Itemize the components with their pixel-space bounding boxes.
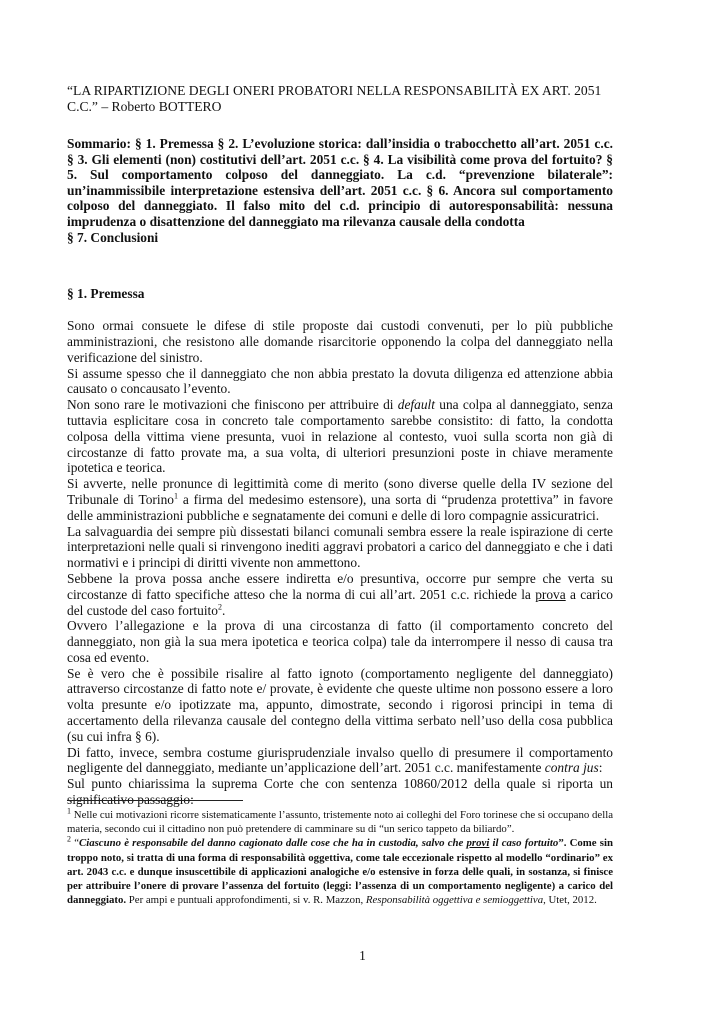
paragraph-6: Sebbene la prova possa anche essere indiretta e/o presuntiva, occorre pur sempre che verta su circostanze di fatto specifiche atteso che la norma di cui all’art. 2051 c.c. richiede la prova a carico del custode del caso fortuito$^2$. <box>67 570 613 618</box>
footnote-2-number: 2 <box>67 834 71 844</box>
paragraph-3: Non sono rare le motivazioni che finiscono per attribuire di default una colpa al danneggiato, senza tuttavia esplicitare cosa in concreto tale comportamento sarebbe consistito: di fatto, la condotta colposa della vittima viene presunta, vuoi in relazione al contesto, vuoi sulla scorta non già di circostanze di fatto provate ma, a sua volta, di ulteriori presunzioni poste in chiave meramente ipotetica e teorica. <box>67 397 613 476</box>
paragraph-2: Si assume spesso che il danneggiato che non abbia prestato la dovuta diligenza ed attenzione abbia causato o concausato l’evento. <box>67 365 613 397</box>
paragraph-8: Se è vero che è possibile risalire al fatto ignoto (comportamento negligente del danneggiato) attraverso circostanze di fatto note e/ provate, è evidente che queste ultime non possono essere a loro volta presunte e/o ipotizzate ma, appunto, dimostrate, secondo i rigorosi principi in tema di accertamento della rilevanza causale del contegno della vittima serbato nell’uso della cosa pubblica (su cui infra § 6). <box>67 665 613 744</box>
document-title: “LA RIPARTIZIONE DEGLI ONERI PROBATORI NELLA RESPONSABILITÀ EX ART. 2051 C.C.” – Roberto BOTTERO <box>67 83 602 114</box>
document-page <box>67 83 613 808</box>
page-number: 1 <box>359 948 366 963</box>
footnotes <box>67 808 613 907</box>
footnote-2: $^2$ “Ciascuno è responsabile del danno cagionato dalle cose che ha in custodia, salvo che provi il caso fortuito”. Come sin troppo noto, si tratta di una forma di responsabilità oggettiva, come tale eccezionale rispetto al modello “ordinario” ex art. 2043 c.c. e dunque insuscettibile di applicazioni analogiche e/o estensive in forza delle quali, in sostanza, si finisce per attribuire l’onere di provare l’assenza del fortuito (leggi: l’assenza di un comportamento negligente) a carico del danneggiato. Per ampi e puntuali approfondimenti, si v. R. Mazzon, Responsabilità oggettiva e semioggettiva, Utet, 2012. <box>67 834 613 907</box>
footnote-ref-1[interactable]: 1 <box>174 491 178 501</box>
footnote-ref-2[interactable]: 2 <box>217 602 222 612</box>
section-body <box>67 318 613 808</box>
footnote-1: $^1$ Nelle cui motivazioni ricorre sistematicamente l’assunto, tristemente noto ai colleghi del Foro torinese che si occupano della materia, secondo cui il cittadino non può pretendere di camminare su di “un serico tappeto da biliardo”. <box>67 806 613 836</box>
footnote-1-number: 1 <box>67 806 71 816</box>
paragraph-10: Sul punto chiarissima la suprema Corte che con sentenza 10860/2012 della quale si riporta un significativo passaggio: <box>67 776 613 808</box>
default-term: default <box>397 397 435 413</box>
paragraph-4: Si avverte, nelle pronunce di legittimità come di merito (sono diverse quelle della IV sezione del Tribunale di Torino$^1$ a firma del medesimo estensore), una sorta di “prudenza protettiva” in favore delle amministrazioni pubbliche e segnatamente dei comuni e delle di loro compagnie assicuratrici. <box>67 476 613 523</box>
footnote-separator <box>67 800 243 801</box>
paragraph-5: La salvaguardia dei sempre più dissestati bilanci comunali sembra essere la reale ispirazione di certe interpretazioni nelle quali si rinvengono inediti aggravi probatori a carico del danneggiato e che i dati normativi e i principi di diritti vivente non ammettono. <box>67 523 613 571</box>
paragraph-7: Ovvero l’allegazione e la prova di una circostanza di fatto (il comportamento concreto del danneggiato, non già la sua mera ipotetica e teorica colpa) tale da interrompere il nesso di causa tra cosa ed evento. <box>67 618 613 665</box>
paragraph-9: Di fatto, invece, sembra costume giurisprudenziale invalso quello di presumere il comportamento negligente del danneggiato, mediante un’applicazione dell’art. 2051 c.c. manifestamente contra jus: <box>67 744 613 776</box>
paragraph-1: Sono ormai consuete le difese di stile proposte dai custodi convenuti, per lo più pubbliche amministrazioni, che resistono alle domande risarcitorie opponendo la colpa del danneggiato nella verificazione del sinistro. <box>67 318 613 365</box>
underlined-prova: prova <box>535 586 566 602</box>
section-heading: § 1. Premessa <box>67 286 145 302</box>
summary-main: Sommario: § 1. Premessa § 2. L’evoluzione storica: dall’insidia o trabocchetto all’art. 2051 c.c. § 3. Gli elementi (non) costitutivi dell’art. 2051 c.c. § 4. La visibilità come prova del fortuito? § 5. Sul comportamento colposo del danneggiato. La c.d. “prevenzione bilaterale”: un’inammissibile interpretazione estensiva dell’art. 2051 c.c. § 6. Ancora sul comportamento colposo del danneggiato. Il falso mito del c.d. principio di autoresponsabilità: nessuna imprudenza o disattenzione del danneggiato ma rilevanza causale della condotta <box>67 136 613 229</box>
summary-last: § 7. Conclusioni <box>67 229 159 245</box>
contra-jus-term: contra jus <box>544 760 599 776</box>
summary <box>67 136 613 245</box>
